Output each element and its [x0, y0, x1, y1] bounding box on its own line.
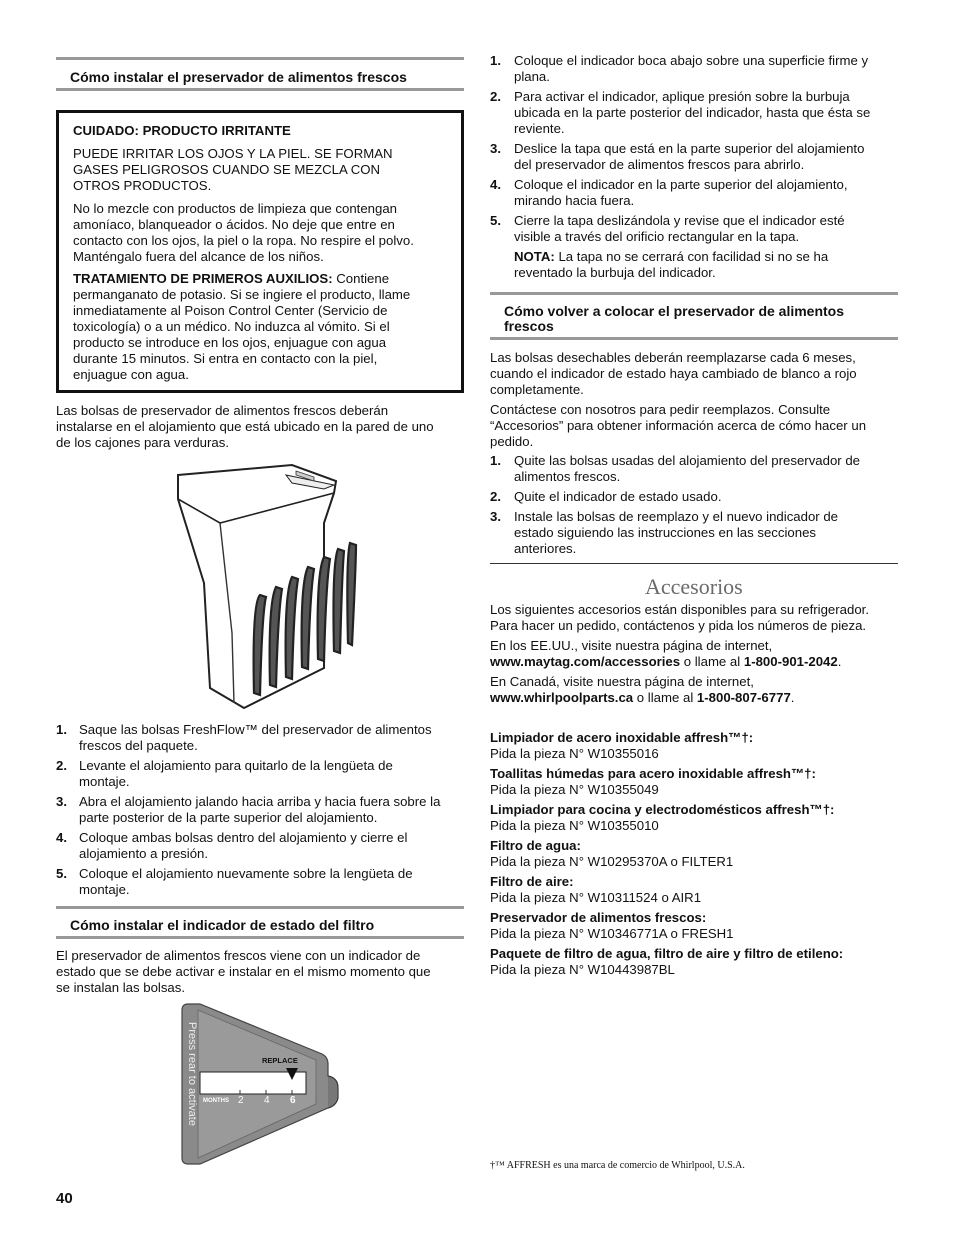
ca-contact-line: En Canadá, visite nuestra página de internet,: [490, 674, 754, 689]
part-number: Pida la pieza N° W10295370A o FILTER1: [490, 854, 734, 869]
step-line: Saque las bolsas FreshFlow™ del preservador de alimentos: [79, 722, 432, 737]
warning-title: CUIDADO: PRODUCTO IRRITANTE: [73, 123, 291, 138]
step-number: 5.: [490, 213, 501, 228]
part-number: Pida la pieza N° W10355049: [490, 782, 659, 797]
step-line: Levante el alojamiento para quitarlo de la lengüeta de: [79, 758, 393, 773]
warning-caps-line: GASES PELIGROSOS CUANDO SE MEZCLA CON: [73, 162, 381, 177]
warning-box: [56, 110, 464, 393]
warning-caps-line: OTROS PRODUCTOS.: [73, 178, 212, 193]
step-line: Deslice la tapa que está en la parte superior del alojamiento: [514, 141, 865, 156]
step-line: Coloque el alojamiento nuevamente sobre la lengüeta de: [79, 866, 413, 881]
indicator-side-text-wrap: [184, 1022, 198, 1162]
step-number: 3.: [490, 141, 501, 156]
intro-line: Las bolsas de preservador de alimentos frescos deberán: [56, 403, 389, 418]
step-number: 1.: [490, 453, 501, 468]
step-line: Abra el alojamiento jalando hacia arriba y hacia fuera sobre la: [79, 794, 441, 809]
accessories-text-line: Para hacer un pedido, contáctenos y pida los números de pieza.: [490, 618, 867, 633]
trademark-footnote: †™ AFFRESH es una marca de comercio de Whirlpool, U.S.A.: [490, 1160, 745, 1171]
step-line: frescos del paquete.: [79, 738, 198, 753]
part-name: Filtro de agua:: [490, 838, 581, 853]
step-number: 4.: [490, 177, 501, 192]
us-contact-line: En los EE.UU., visite nuestra página de internet,: [490, 638, 773, 653]
preserver-housing-illustration: [174, 463, 410, 713]
indicator-replace-label: REPLACE: [262, 1056, 298, 1065]
accessories-text-line: Los siguientes accesorios están disponibles para su refrigerador.: [490, 602, 869, 617]
warning-text-line: Manténgalo fuera del alcance de los niños.: [73, 249, 324, 264]
first-aid-text: Contiene: [332, 271, 390, 286]
replace-text-line: Contáctese con nosotros para pedir reemplazos. Consulte: [490, 402, 831, 417]
step-line: Cierre la tapa deslizándola y revise que el indicador esté: [514, 213, 845, 228]
indicator-month-4: 4: [264, 1095, 270, 1106]
part-number: Pida la pieza N° W10355010: [490, 818, 659, 833]
replace-text-line: Las bolsas desechables deberán reemplazarse cada 6 meses,: [490, 350, 856, 365]
intro-line: de los cajones para verduras.: [56, 435, 230, 450]
step-line: Coloque ambas bolsas dentro del alojamiento y cierre el: [79, 830, 408, 845]
first-aid-line: producto se introduce en los ojos, enjuague con agua: [73, 335, 387, 350]
part-number: Pida la pieza N° W10355016: [490, 746, 659, 761]
warning-caps-line: PUEDE IRRITAR LOS OJOS Y LA PIEL. SE FORMAN: [73, 146, 393, 161]
maytag-accessories-link[interactable]: www.maytag.com/accessories: [490, 654, 681, 669]
indicator-intro-line: estado que se debe activar e instalar en el mismo momento que: [56, 964, 431, 979]
first-aid-line: durante 15 minutos. Si entra en contacto con la piel,: [73, 351, 378, 366]
step-line: del preservador de alimentos frescos para abrirlo.: [514, 157, 805, 172]
first-aid-line: inmediatamente al Poison Control Center (Servicio de: [73, 303, 388, 318]
step-line: anteriores.: [514, 541, 577, 556]
step-number: 4.: [56, 830, 67, 845]
indicator-months-label: MONTHS: [203, 1098, 229, 1104]
note-label: NOTA:: [514, 249, 555, 264]
indicator-month-2: 2: [238, 1095, 244, 1106]
accessories-title: Accesorios: [645, 574, 743, 599]
step-line: Quite el indicador de estado usado.: [514, 489, 722, 504]
us-contact-mid: o llame al: [680, 654, 744, 669]
heading-text: Cómo instalar el indicador de estado del filtro: [70, 917, 375, 933]
replace-text-line: cuando el indicador de estado haya cambiado de blanco a rojo: [490, 366, 857, 381]
replace-text-line: pedido.: [490, 434, 534, 449]
step-line: parte posterior de la parte superior del alojamiento.: [79, 810, 378, 825]
step-number: 2.: [490, 489, 501, 504]
indicator-side-text: Press rear to activate: [186, 1022, 198, 1126]
indicator-month-6: 6: [290, 1095, 296, 1106]
ca-phone-number: 1-800-807-6777: [696, 690, 791, 705]
step-line: reviente.: [514, 121, 565, 136]
heading-text: Cómo volver a colocar el preservador de alimentos: [504, 303, 845, 319]
note-line: [514, 249, 828, 265]
first-aid-line: toxicología) o a un médico. No induzca al vómito. Si el: [73, 319, 390, 334]
step-number: 3.: [56, 794, 67, 809]
step-line: visible a través del orificio rectangular en la tapa.: [514, 229, 800, 244]
step-number: 1.: [56, 722, 67, 737]
heading-text: frescos: [504, 318, 554, 334]
part-name: Limpiador de acero inoxidable affresh™†:: [490, 730, 754, 745]
part-name: Preservador de alimentos frescos:: [490, 910, 707, 925]
step-number: 2.: [490, 89, 501, 104]
step-line: montaje.: [79, 882, 130, 897]
step-number: 2.: [56, 758, 67, 773]
first-aid-label: TRATAMIENTO DE PRIMEROS AUXILIOS:: [73, 271, 333, 286]
section-heading-install-preserver: [56, 57, 464, 91]
step-number: 5.: [56, 866, 67, 881]
intro-line: instalarse en el alojamiento que está ubicado en la pared de uno: [56, 419, 434, 434]
note-line: reventado la burbuja del indicador.: [514, 265, 716, 280]
page-number: 40: [56, 1190, 73, 1207]
section-heading-install-indicator: [56, 906, 464, 939]
step-line: Quite las bolsas usadas del alojamiento del preservador de: [514, 453, 861, 468]
status-indicator-illustration: [178, 1002, 344, 1168]
us-contact-end: .: [837, 654, 842, 669]
first-aid-line: enjuague con agua.: [73, 367, 189, 382]
step-number: 1.: [490, 53, 501, 68]
replace-text-line: “Accesorios” para obtener información acerca de cómo hacer un: [490, 418, 867, 433]
step-line: plana.: [514, 69, 550, 84]
ca-contact-end: .: [790, 690, 795, 705]
step-line: Coloque el indicador en la parte superior del alojamiento,: [514, 177, 848, 192]
step-line: mirando hacia fuera.: [514, 193, 635, 208]
step-line: alimentos frescos.: [514, 469, 621, 484]
warning-text-line: contacto con los ojos, la piel o la ropa. No respire el polvo.: [73, 233, 414, 248]
note-text: La tapa no se cerrará con facilidad si no se ha: [554, 249, 829, 264]
indicator-intro-line: El preservador de alimentos frescos viene con un indicador de: [56, 948, 421, 963]
heading-text: Cómo instalar el preservador de alimentos frescos: [70, 69, 407, 85]
step-line: Coloque el indicador boca abajo sobre una superficie firme y: [514, 53, 869, 68]
part-number: Pida la pieza N° W10311524 o AIR1: [490, 890, 702, 905]
step-line: alojamiento a presión.: [79, 846, 209, 861]
part-name: Limpiador para cocina y electrodomésticos affresh™†:: [490, 802, 835, 817]
first-aid-line: permanganato de potasio. Si se ingiere el producto, llame: [73, 287, 411, 302]
accessories-divider: [490, 563, 898, 564]
section-heading-replace-preserver: [490, 292, 898, 340]
us-contact-line: [490, 654, 841, 670]
warning-text-line: No lo mezcle con productos de limpieza que contengan: [73, 201, 398, 216]
step-number: 3.: [490, 509, 501, 524]
indicator-intro-line: se instalan las bolsas.: [56, 980, 186, 995]
first-aid-line: [73, 271, 389, 287]
step-line: Instale las bolsas de reemplazo y el nuevo indicador de: [514, 509, 839, 524]
us-phone-number: 1-800-901-2042: [743, 654, 838, 669]
whirlpoolparts-link[interactable]: www.whirlpoolparts.ca: [490, 690, 634, 705]
part-number: Pida la pieza N° W10346771A o FRESH1: [490, 926, 734, 941]
step-line: estado siguiendo las instrucciones en las secciones: [514, 525, 817, 540]
step-line: montaje.: [79, 774, 130, 789]
part-name: Toallitas húmedas para acero inoxidable affresh™†:: [490, 766, 816, 781]
step-line: ubicada en la parte posterior del indicador, hasta que ésta se: [514, 105, 871, 120]
step-line: Para activar el indicador, aplique presión sobre la burbuja: [514, 89, 850, 104]
ca-contact-mid: o llame al: [633, 690, 697, 705]
warning-text-line: amoníaco, blanqueador o ácidos. No deje que entre en: [73, 217, 395, 232]
ca-contact-line: [490, 690, 794, 706]
replace-text-line: completamente.: [490, 382, 584, 397]
part-name: Filtro de aire:: [490, 874, 574, 889]
part-number: Pida la pieza N° W10443987BL: [490, 962, 675, 977]
part-name: Paquete de filtro de agua, filtro de aire y filtro de etileno:: [490, 946, 844, 961]
